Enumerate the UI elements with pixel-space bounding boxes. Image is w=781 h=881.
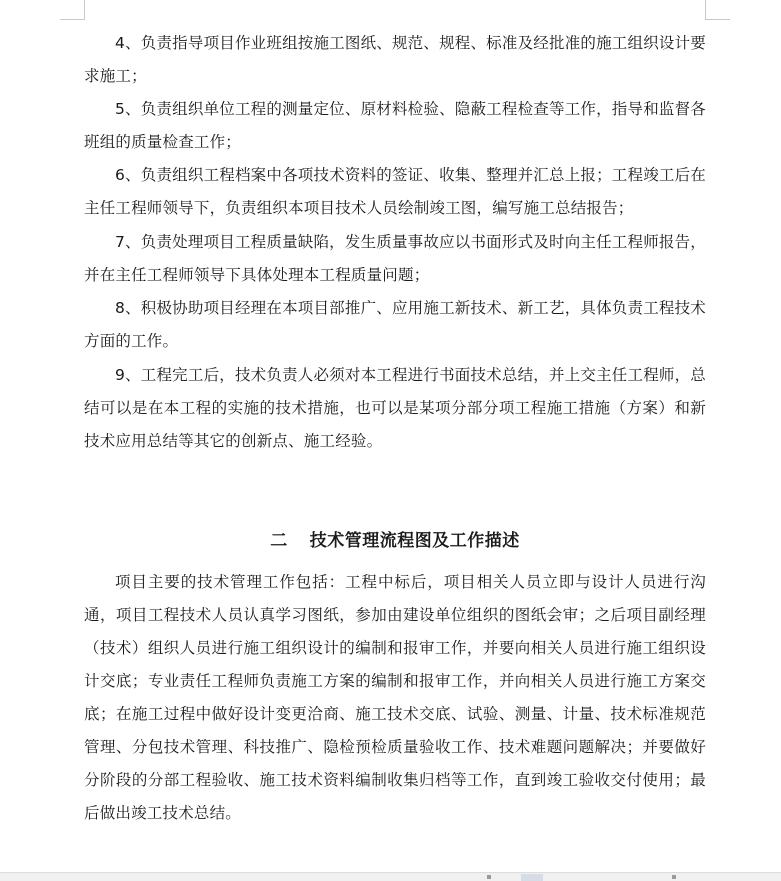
- status-dot-icon: [672, 875, 676, 879]
- list-item-8: 8、积极协助项目经理在本项目部推广、应用施工新技术、新工艺，具体负责工程技术方面的工作。: [84, 299, 706, 350]
- horizontal-scrollbar[interactable]: [0, 872, 781, 881]
- section-title: 技术管理流程图及工作描述: [309, 531, 520, 551]
- list-item-7: 7、负责处理项目工程质量缺陷，发生质量事故应以书面形式及时向主任工程师报告，并在主任工程师领导下具体处理本工程质量问题；: [84, 233, 706, 284]
- status-dot-icon: [487, 875, 491, 879]
- crop-mark-top-right: [705, 0, 730, 20]
- list-item-5: 5、负责组织单位工程的测量定位、原材料检验、隐蔽工程检查等工作，指导和监督各班组的质量检查工作；: [84, 100, 706, 151]
- intro-paragraph: 项目主要的技术管理工作包括：工程中标后，项目相关人员立即与设计人员进行沟通，项目工程技术人员认真学习图纸，参加由建设单位组织的图纸会审；之后项目副经理（技术）组织人员进行施工组织设计的编制和报审工作，并要向相关人员进行施工组织设计交底；专业责任工程师负责施工方案的编制和报审工作，并向相关人员进行施工方案交底；在施工过程中做好设计变更洽商、施工技术交底、试验、测量、计量、技术标准规范管理、分包技术管理、科技推广、隐检预检质量验收工作、技术难题问题解决；并要做好分阶段的分部工程验收、施工技术资料编制收集归档等工作，直到竣工验收交付使用；最后做出竣工技术总结。: [84, 573, 706, 822]
- list-item-4: 4、负责指导项目作业班组按施工图纸、规范、规程、标准及经批准的施工组织设计要求施工；: [84, 34, 706, 85]
- crop-mark-top-left: [60, 0, 85, 20]
- section-number: 二: [270, 531, 288, 551]
- list-item-9: 9、工程完工后，技术负责人必须对本工程进行书面技术总结，并上交主任工程师，总结可以是在本工程的实施的技术措施，也可以是某项分部分项工程施工措施（方案）和新技术应用总结等其它的创新点、施工经验。: [84, 366, 706, 450]
- scrollbar-thumb[interactable]: [521, 874, 543, 881]
- section-heading: [84, 526, 706, 551]
- list-item-6: 6、负责组织工程档案中各项技术资料的签证、收集、整理并汇总上报；工程竣工后在主任工程师领导下，负责组织本项目技术人员绘制竣工图，编写施工总结报告；: [84, 166, 706, 217]
